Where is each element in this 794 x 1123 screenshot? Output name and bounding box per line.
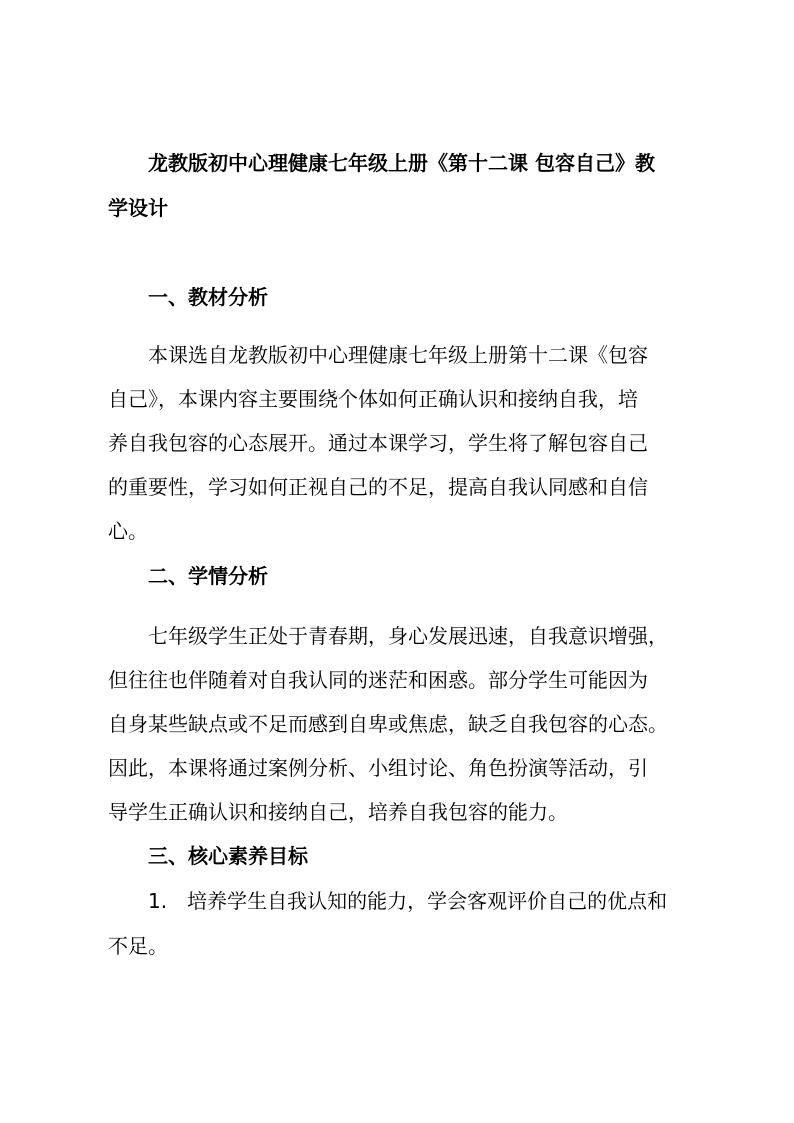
paragraph-line: 心。 xyxy=(108,519,148,543)
paragraph-line: 养自我包容的心态展开。通过本课学习，学生将了解包容自己 xyxy=(108,431,648,455)
section-heading-core-goals: 三、核心素养目标 xyxy=(148,844,308,868)
paragraph-line: 自身某些缺点或不足而感到自卑或焦虑，缺乏自我包容的心态。 xyxy=(108,712,668,736)
document-title-line-1: 龙教版初中心理健康七年级上册《第十二课 包容自己》教 xyxy=(148,151,655,175)
paragraph-line: 导学生正确认识和接纳自己，培养自我包容的能力。 xyxy=(108,800,568,824)
section-heading-textbook-analysis: 一、教材分析 xyxy=(148,285,268,309)
paragraph-line: 自己》，本课内容主要围绕个体如何正确认识和接纳自我，培 xyxy=(108,387,638,411)
paragraph-line: 的重要性，学习如何正视自己的不足，提高自我认同感和自信 xyxy=(108,475,648,499)
paragraph-line: 因此，本课将通过案例分析、小组讨论、角色扮演等活动，引 xyxy=(108,756,648,780)
list-item-line: 不足。 xyxy=(108,934,168,958)
paragraph-line: 本课选自龙教版初中心理健康七年级上册第十二课《包容 xyxy=(148,343,648,367)
list-item-line: 1. 培养学生自我认知的能力，学会客观评价自己的优点和 xyxy=(148,889,668,913)
paragraph-line: 七年级学生正处于青春期，身心发展迅速，自我意识增强， xyxy=(148,624,668,648)
paragraph-line: 但往往也伴随着对自我认同的迷茫和困惑。部分学生可能因为 xyxy=(108,668,648,692)
section-heading-student-analysis: 二、学情分析 xyxy=(148,564,268,588)
document-title-line-2: 学设计 xyxy=(108,196,168,220)
